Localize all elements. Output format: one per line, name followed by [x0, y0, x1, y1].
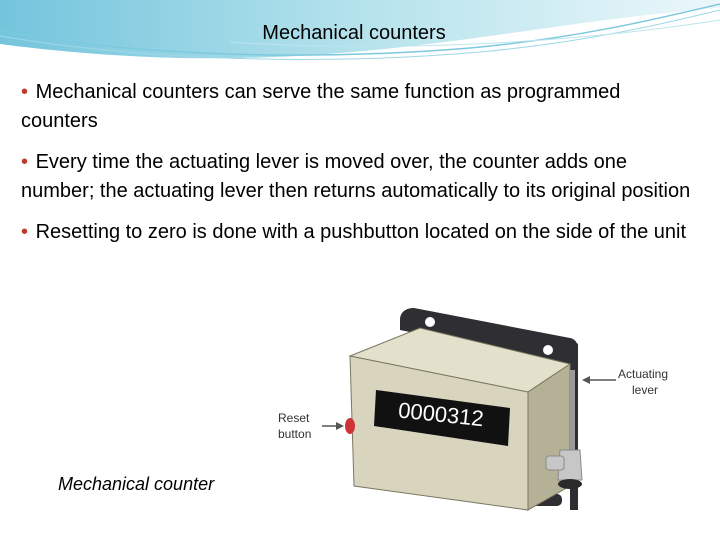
counter-display-value: 0000312: [397, 397, 485, 432]
bullet-text: Every time the actuating lever is moved over, the counter adds one number; the actuating lever then returns automatically to its original position: [21, 151, 691, 202]
bullet-text: Mechanical counters can serve the same function as programmed counters: [21, 81, 621, 132]
bullet-item: [21, 218, 701, 247]
bullet-item: [21, 78, 701, 136]
bullet-list: [21, 78, 701, 259]
bullet-marker: •: [21, 221, 29, 243]
reset-button-label-line2: button: [278, 427, 312, 441]
actuating-lever-label-line1: Actuating: [618, 367, 669, 381]
figure-caption: Mechanical counter: [58, 474, 215, 494]
reset-button-label-line1: Reset: [278, 411, 310, 425]
bullet-marker: •: [21, 81, 29, 103]
bullet-item: [21, 148, 701, 206]
bullet-text: Resetting to zero is done with a pushbutton located on the side of the unit: [35, 221, 687, 243]
slide-title: Mechanical counters: [262, 22, 446, 44]
bullet-marker: •: [21, 151, 29, 173]
mechanical-counter-illustration: [270, 300, 720, 540]
reset-button: [345, 418, 355, 434]
actuating-lever-label-line2: lever: [632, 383, 659, 397]
